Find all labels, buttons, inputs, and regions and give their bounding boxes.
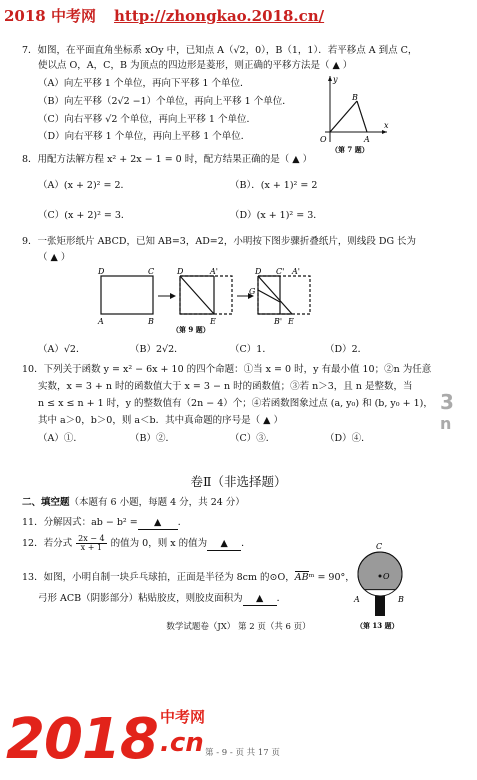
q9-option-b: （B）2√2． bbox=[130, 344, 184, 355]
q12 bbox=[22, 535, 251, 552]
q13-fig-a: A bbox=[354, 595, 360, 604]
q7-fig-b-label: B bbox=[352, 93, 358, 102]
q13-arc-note: ᵐ = 90°， bbox=[308, 572, 355, 583]
q8-option-a: （A）(x + 2)² = 2． bbox=[38, 180, 131, 191]
q9-fig3-c-prime: C' bbox=[276, 267, 285, 276]
watermark-url[interactable]: http://zhongkao.2018.cn/ bbox=[113, 7, 325, 25]
q12-denominator: x + 1 bbox=[80, 543, 103, 552]
q13-line1 bbox=[22, 572, 355, 584]
q12-answer-blank[interactable]: ▲ bbox=[207, 538, 241, 551]
q7-fig-o-label: O bbox=[320, 135, 327, 144]
q13-line1-text: 13．如图，小明自制一块乒乓球拍，正面是半径为 8cm 的⊙O， bbox=[22, 572, 295, 583]
q10-line2: 实数，x = 3 + n 时的函数值大于 x = 3 − n 时的函数值；③若 n＞3，且 n 是整数，当 bbox=[38, 381, 413, 392]
q9-fig3-d: D bbox=[255, 267, 262, 276]
site-logo-domain: .cn bbox=[160, 728, 204, 758]
q9-folding-diagram bbox=[96, 266, 321, 338]
q13-end: ． bbox=[276, 593, 287, 604]
q10-option-a: （A）①． bbox=[38, 433, 83, 444]
q7-line1: 7．如图，在平面直角坐标系 xOy 中，已知点 A（√2，0），B（1，1）．若平移点 A 到点 C， bbox=[22, 45, 418, 56]
q13-fig-caption: （第 13 题） bbox=[356, 621, 399, 630]
q9-option-d: （D）2． bbox=[325, 344, 368, 355]
q9-fig2-a-prime: A' bbox=[210, 267, 218, 276]
q9-fig1-d: D bbox=[98, 267, 105, 276]
watermark-title: 2018 中考网 bbox=[4, 7, 96, 25]
q10-line1: 10．下列关于函数 y = x² − 6x + 10 的四个命题：①当 x = 0 时，y 有最小值 10；②n 为任意 bbox=[22, 364, 432, 375]
q9-fig3-g: G bbox=[249, 287, 256, 296]
page-number: 第 - 9 - 页 共 17 页 bbox=[205, 748, 280, 758]
q9-option-a: （A）√2． bbox=[38, 344, 86, 355]
q10-line3: n ≤ x ≤ n + 1 时，y 的整数值有（2n − 4）个；④若函数图象过点 (a, y₀) 和 (b, y₀ + 1)， bbox=[38, 398, 433, 409]
q9-fig1-c: C bbox=[148, 267, 155, 276]
q8-option-c: （C）(x + 2)² = 3． bbox=[38, 210, 131, 221]
q13-fig-c: C bbox=[376, 542, 383, 551]
q12-suffix: 的值为 0，则 x 的值为 bbox=[110, 538, 208, 549]
q9-fig2-d: D bbox=[177, 267, 184, 276]
fill-heading: 二、填空题 bbox=[22, 497, 70, 508]
site-watermark bbox=[4, 7, 324, 26]
q7-option-c: （C）向右平移 √2 个单位，再向上平移 1 个单位． bbox=[38, 114, 256, 125]
q13-paddle-diagram bbox=[350, 540, 410, 635]
fill-section-heading bbox=[22, 497, 245, 509]
q7-option-d: （D）向右平移 1 个单位，再向上平移 1 个单位． bbox=[38, 131, 251, 142]
q8-option-b: （B）．(x + 1)² = 2 bbox=[230, 180, 318, 191]
q10-option-d: （D）④． bbox=[325, 433, 371, 444]
fill-description: （本题有 6 小题，每题 4 分，共 24 分） bbox=[69, 497, 245, 508]
q13-line2 bbox=[38, 593, 286, 606]
side-margin-mark: 3 n bbox=[440, 390, 454, 433]
q9-fig3-a-prime: A' bbox=[292, 267, 300, 276]
q13-answer-blank[interactable]: ▲ bbox=[243, 593, 277, 606]
q7-fig-x-label: x bbox=[384, 121, 389, 130]
q7-coordinate-diagram bbox=[305, 72, 395, 154]
q7-fig-y-label: y bbox=[333, 75, 338, 84]
q11-stem: 11．分解因式：ab − b² = bbox=[22, 517, 138, 528]
q8-option-d: （D）(x + 1)² = 3． bbox=[230, 210, 323, 221]
page-footer: 数学试题卷（JX） 第 2 页（共 6 页） bbox=[166, 622, 311, 632]
q10-option-b: （B）②． bbox=[130, 433, 175, 444]
q7-option-a: （A）向左平移 1 个单位，再向下平移 1 个单位． bbox=[38, 78, 250, 89]
site-logo-number: 2018 bbox=[6, 707, 158, 772]
q7-fig-a-label: A bbox=[364, 135, 370, 144]
q9-option-c: （C）1． bbox=[230, 344, 272, 355]
q13-figure bbox=[350, 540, 410, 635]
q9-fig3-b-prime: B' bbox=[274, 317, 283, 326]
q11-answer-blank[interactable]: ▲ bbox=[138, 517, 178, 530]
q7-figure bbox=[305, 72, 395, 154]
q10-option-c: （C）③． bbox=[230, 433, 276, 444]
q9-fig1-a: A bbox=[98, 317, 104, 326]
section-2-title: 卷Ⅱ（非选择题） bbox=[190, 474, 287, 489]
q9-fig-caption: （第 9 题） bbox=[172, 325, 210, 334]
q9-fig1-b: B bbox=[148, 317, 154, 326]
q9-fig2-e: E bbox=[210, 317, 216, 326]
q7-option-b: （B）向左平移（2√2 −1）个单位，再向上平移 1 个单位． bbox=[38, 96, 292, 107]
q9-line2: （ ▲ ） bbox=[38, 252, 71, 263]
q7-fig-caption: （第 7 题） bbox=[331, 145, 369, 154]
q9-line1: 9．一张矩形纸片 ABCD，已知 AB=3，AD=2，小明按下图步骤折叠纸片，则线段 DG 长为 bbox=[22, 236, 417, 247]
q8-stem: 8．用配方法解方程 x² + 2x − 1 = 0 时，配方结果正确的是（ ▲ ） bbox=[22, 154, 313, 165]
q12-end: ． bbox=[241, 538, 251, 549]
q9-figure bbox=[96, 266, 321, 338]
q10-line4: 其中 a＞0，b＞0，则 a＜b．其中真命题的序号是（ ▲ ） bbox=[38, 415, 283, 426]
site-logo-cn: 中考网 bbox=[160, 708, 206, 726]
q7-line2: 使以点 O，A，C，B 为顶点的四边形是菱形，则正确的平移方法是（ ▲ ） bbox=[38, 60, 353, 71]
q12-numerator: 2x − 4 bbox=[78, 534, 105, 543]
q12-fraction bbox=[76, 535, 106, 552]
q13-line2-text: 弓形 ACB（阴影部分）粘贴胶皮，则胶皮面积为 bbox=[38, 593, 243, 604]
q12-prefix: 12．若分式 bbox=[22, 538, 73, 549]
q13-fig-o: O bbox=[383, 572, 390, 581]
q13-fig-b: B bbox=[398, 595, 404, 604]
q9-fig3-e: E bbox=[288, 317, 294, 326]
q13-arc: AB bbox=[294, 572, 309, 583]
q11: 11．分解因式：ab − b² = ▲ ． bbox=[22, 517, 188, 528]
